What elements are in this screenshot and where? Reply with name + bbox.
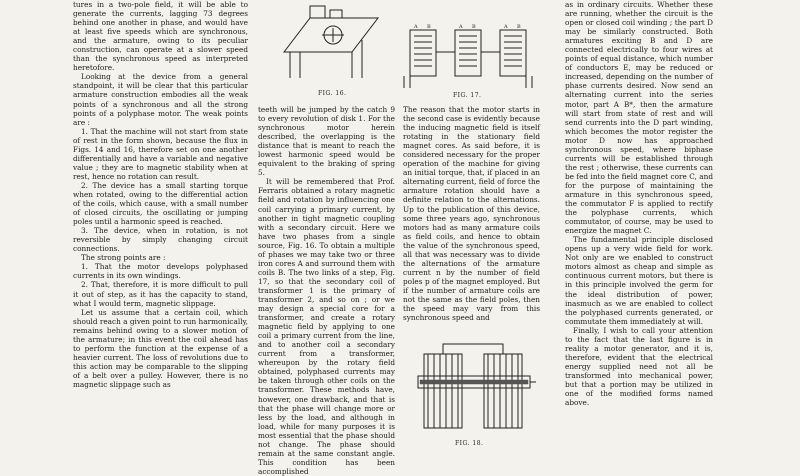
fig17-label: B xyxy=(427,24,431,30)
paragraph: teeth will be jumped by the catch 9 to every revolution of disk 1. For the synchronous motor herein described, the overlapping is the distance that is meant to reach the lowest harmonic speed would be equivalent to the braking of spring 5. xyxy=(258,105,395,178)
paragraph: Let us assume that a certain coil, which should reach a given point to run harmonically, remains behind owing to a slower motion of the armature; in this event the coil ahead has to perform the function at the expense of a heavier current. The loss of revolutions due to this action may be comparable to the slipping of a belt over a pulley. However, there is no magnetic slippage such as xyxy=(73,307,248,389)
figure-17-caption: FIG. 17. xyxy=(453,92,482,99)
text-column-4 xyxy=(565,0,713,455)
fig17-label: B xyxy=(517,24,521,30)
paragraph: Finally, I wish to call your attention to the fact that the last figure is in reality a motor generator, and it is, therefore, evident that the electrical energy supplied need not all be transformed into mechanical power, but that a portion may be utilized in one of the modified forms named above. xyxy=(565,325,713,408)
paragraph: 1. That the motor develops polyphased currents in its own windings. xyxy=(73,262,248,281)
paragraph: It will be remembered that Prof. Ferraris obtained a rotary magnetic field and rotation by influencing one coil carrying a primary current, by another in tight magnetic coupling with a secondary circuit. Here we have two phases from a single source, Fig. 16. To obtain a multiple of phases we may take two or three iron cores A and surround them with coils B. The two links of a step, Fig. 17, so that the secondary coil of transformer 1 is the primary of transformer 2, and so on ; or we may design a special core for a transformer, and create a rotary magnetic field by applying to one coil a primary current from the line, and to another coil a secondary current from a transformer, whereupon by the rotary field obtained, polyphased currents may be taken through other coils on the transformer. These methods have, however, one drawback, and that is that the phase will change more or less by the load, and although in load, while for many purposes it is most essential that the phase should not change. The phase should remain at the same constant angle. This condition has been accomplished xyxy=(258,177,395,476)
text-column-3 xyxy=(403,105,540,333)
paragraph: 1. That the machine will not start from state of rest in the form shown, because the flux in Figs. 14 and 16, therefore set on one another differentially and have a variable and negative value ; they are to magnetic stability when at rest, hence no rotation can result. xyxy=(73,126,248,181)
fig17-label: A xyxy=(414,24,418,30)
paragraph: Looking at the device from a general standpoint, it will be clear that this particular armature construction embodies all the weak points of a synchronous and all the strong points of a polyphase motor. The weak points are : xyxy=(73,72,248,127)
paragraph: as in ordinary circuits. Whether these are running, whether the circuit is the open or closed coil winding ; the part D may be similarly constructed. Both armatures exciting B and D are connected electrically to four wires at points of equal distance, which number of conductors E, may be reduced or increased, depending on the number of phase currents desired. Now send an alternating current into the series motor, part A B*, then the armature will start from state of rest and will send currents into the D part winding, which becomes the motor register the motor D now has approached synchronous speed, where biphase currents will be established through the rest ; otherwise, these currents can be fed into the field magnet core C, and for the purpose of maintaining the armature in this synchronous speed, the commutator F is applied to rectify the polyphase currents, which commutator, of course, may be used to energize the magnet C. xyxy=(565,0,713,236)
paragraph: The reason that the motor starts in the second case is evidently because the inducing magnetic field is itself rotating in the stationary field magnet cores. As said before, it is considered necessary for the proper operation of the machine for giving an initial torque, that, if placed in an alternating current, field of force the armature rotation should have a definite relation to the alternations. Up to the publication of this device, some three years ago, synchronous motors had as many armature coils as field coils, and hence to obtain the value of the synchronous speed, all that was necessary was to divide the alternations of the armature current n by the number of field poles p of the magnet employed. But if the number of armature coils are not the same as the field poles, then the speed may vary from this synchronous speed and xyxy=(403,105,540,323)
paragraph: tures in a two-pole field, it will be able to generate the currents, lagging 73 degrees behind one another in phase, and would have at least five speeds which are synchronous, and the armature, owing to its peculiar construction, can operate at a slower speed than the synchronous speed as interpreted heretofore. xyxy=(73,0,248,73)
paragraph: The strong points are : xyxy=(81,253,166,263)
text-column-2 xyxy=(258,105,395,476)
fig17-label: A xyxy=(504,24,508,30)
fig17-label: B xyxy=(472,24,476,30)
paragraph: 2. That, therefore, it is more difficult to pull it out of step, as it has the capacity to stand, what I would term, magnetic slippage. xyxy=(73,280,248,308)
figure-16-caption: FIG. 16. xyxy=(318,90,347,97)
figure-18-diagram xyxy=(418,340,536,432)
figure-16-diagram xyxy=(270,0,390,88)
fig17-label: A xyxy=(459,24,463,30)
text-column-1 xyxy=(73,0,248,455)
figure-18-caption: FIG. 18. xyxy=(455,440,484,447)
paragraph: 2. The device has a small starting torque when rotated, owing to the differential action of the coils, which cause, with a small number of closed circuits, the oscillating or jumping poles until a harmonic speed is reached. xyxy=(73,180,248,227)
paragraph: The fundamental principle disclosed opens up a very wide field for work. Not only are we enabled to construct motors almost as cheap and simple as continuous current motors, but there is in this principle involved the germ for the ideal distribution of power, inasmuch as we are enabled to collect the polyphased currents generated, or commutate them immediately at will. xyxy=(565,235,713,326)
figure-17-diagram xyxy=(400,22,535,92)
paragraph: 3. The device, when in rotation, is not reversible by simply changing circuit connections. xyxy=(73,226,248,254)
